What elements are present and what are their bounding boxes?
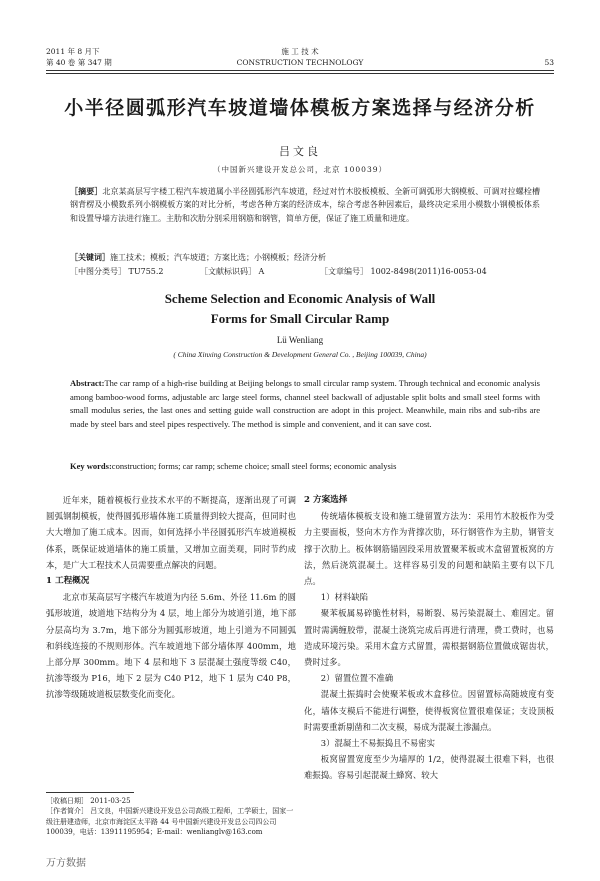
paper-title-en — [0, 289, 600, 329]
keywords-zh-text: 施工技术；模板；汽车坡道；方案比选；小钢模板；经济分析 — [110, 253, 326, 262]
section-2-paragraph: 传统墙体模板支设和施工缝留置方法为：采用竹木胶板作为受力主要面板，竖向木方作为背撑次肋，环行钢管作为主肋，钢管支撑于次肋上。板体钢筋锚固段采用放置聚苯板或木盒留置板窝的方法，然后浇筑混凝土。这样容易引发的问题和缺陷主要有以下几点。 — [304, 511, 554, 587]
affiliation-zh: （中国新兴建设开发总公司，北京 100039） — [212, 165, 387, 174]
abstract-zh-label: ［摘要］ — [70, 186, 103, 196]
journal-name-en: CONSTRUCTION TECHNOLOGY — [236, 58, 364, 67]
paper-title-en-line2: Forms for Small Circular Ramp — [210, 311, 390, 326]
issue-volume: 第 40 卷 第 347 期 — [46, 58, 112, 67]
page-number: 53 — [544, 58, 554, 67]
item-2-paragraph: 混凝土振捣时会使聚苯板或木盒移位。因留置标高随坡度有变化，墙体支模后不能进行调整，使得板窝位置很难保证；支设顶板时需要重新剔凿和二次支模，易成为混凝土渗漏点。 — [304, 689, 554, 732]
body-column-right — [304, 492, 554, 784]
clc-number: ［中图分类号］ TU755.2 — [70, 267, 164, 276]
footnotes — [46, 796, 296, 838]
article-id: ［文章编号］ 1002-8498(2011)16-0053-04 — [320, 267, 487, 276]
keywords-zh — [70, 251, 540, 264]
abstract-en-label: Abstract: — [70, 378, 105, 388]
abstract-zh-text: 北京某高层写字楼工程汽车坡道属小半径圆弧形汽车坡道，经过对竹木胶板模板、全新可调弧形大钢模板、可调对拉螺栓槽钢背楞及小模数系列小钢模板方案的对比分析，考虑各种方案的经济成本，综合考虑各种因素后，最终决定采用小模数小钢模板体系和设置导墙方法进行施工。主肋和次肋分别采用钢筋和钢管，简单方便，保证了施工质量和进度。 — [70, 187, 540, 223]
paper-title-zh: 小半径圆弧形汽车坡道墙体模板方案选择与经济分析 — [64, 97, 536, 119]
footnote-rule — [46, 792, 134, 793]
issue-date: 2011 年 8 月下 — [46, 47, 100, 56]
keywords-en-label: Key words: — [70, 461, 112, 471]
item-1-paragraph: 聚苯板属易碎脆性材料，易断裂、易污染混凝土、难固定。留置时需满缠胶带，混凝土浇筑完成后再进行清理，费工费时，也易造成环境污染。采用木盒方式留置，需根据钢筋位置做成锯齿状，费时过多。 — [304, 608, 554, 668]
wanfang-watermark: 万方数据 — [46, 858, 86, 869]
intro-paragraph: 近年来，随着模板行业技术水平的不断提高，逐渐出现了可调圆弧钢制模板，使得圆弧形墙体施工质量得到较大提高，但同时也大大增加了施工成本。因而，如何选择小半径圆弧形汽车坡道模板体系，既保证坡道墙体的施工质量，又增加立面美观，同时节约成本，是广大工程技术人员需要重点解决的问题。 — [46, 495, 296, 570]
author-introduction: ［作者简介］ 吕文良，中国新兴建设开发总公司高级工程师，工学硕士，国家一级注册建造师，北京市海淀区太平路 44 号中国新兴建设开发总公司四公司 100039，电话：13911195954；E-mail：wenlianglv@163.com — [46, 807, 294, 837]
author-zh: 吕文良 — [279, 145, 321, 158]
keywords-zh-label: ［关键词］ — [70, 252, 110, 262]
keywords-en-text: construction; forms; car ramp; scheme choice; small steel forms; economic analysis — [111, 461, 397, 471]
affiliation-en: ( China Xinxing Construction & Development General Co. , Beijing 100039, China) — [173, 350, 427, 359]
abstract-en — [70, 377, 540, 431]
header-rule-thin — [46, 73, 554, 74]
running-header — [46, 46, 554, 70]
journal-name — [46, 46, 554, 68]
document-code: ［文献标识码］ A — [200, 267, 265, 276]
item-3-heading: 3）混凝土不易振捣且不易密实 — [320, 738, 435, 749]
journal-name-zh: 施 工 技 术 — [281, 47, 319, 56]
section-2-heading: 2 方案选择 — [304, 495, 348, 505]
author-en: Lü Wenliang — [276, 335, 324, 345]
item-1-heading: 1）材料缺陷 — [320, 592, 368, 603]
keywords-en — [70, 460, 540, 473]
abstract-zh — [70, 185, 540, 225]
section-1-paragraph: 北京市某高层写字楼汽车坡道为内径 5.6m、外径 11.6m 的圆弧形坡道，坡道地下结构分为 4 层，地上部分为坡道引道，地下部分层高均为 3.7m，地下部分为圆弧形坡道，地上引道为不同圆弧和斜线连接的不规则形体。汽车坡道地下部分墙体厚 400mm，地上部分厚 300mm。地下 4 层和地下 3 层混凝土强度等级 C40，抗渗等级为 P16，地下 2 层为 C40 P12，地下 1 层为 C40 P8，抗渗等级随坡道板层数变化而变化。 — [46, 592, 296, 700]
header-rule-thick — [46, 70, 554, 71]
section-1-heading: 1 工程概况 — [46, 576, 90, 587]
received-date: ［收稿日期］ 2011-03-25 — [46, 797, 131, 805]
abstract-en-text: The car ramp of a high-rise building at Beijing belongs to small circular ramp system. Through technical and economic analysis among bamboo-wood forms, adjustable arc large steel forms, channel steel backwall of adjustable split bolts and small steel forms with small modulus series, the last ones and setting guide wall construction are adopt in this project. Meanwhile, main ribs and sub-ribs are made by steel bars and steel pipes respectively. The method is simple and convenient, and it can save cost. — [70, 378, 540, 429]
item-2-heading: 2）留置位置不准确 — [320, 673, 394, 684]
body-column-left — [46, 492, 296, 703]
item-3-paragraph: 板窝留置宽度至少为墙厚的 1/2，使得混凝土很难下料，也很难振捣。容易引起混凝土蜂窝、较大 — [304, 754, 554, 781]
paper-title-en-line1: Scheme Selection and Economic Analysis of Wall — [164, 291, 436, 306]
